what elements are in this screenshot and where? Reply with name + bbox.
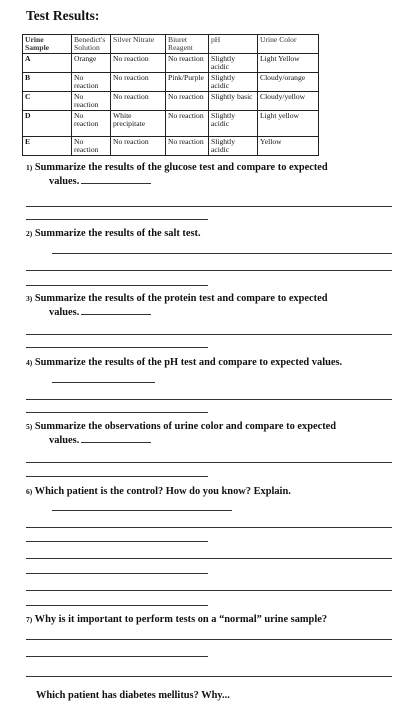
cell-silver-nitrate: No reaction	[111, 72, 166, 91]
answer-line[interactable]	[26, 676, 392, 677]
answer-line[interactable]	[26, 412, 208, 413]
question-text-cont: values.	[49, 434, 80, 446]
answer-line[interactable]	[26, 219, 208, 220]
results-table	[22, 34, 319, 156]
answer-line[interactable]	[26, 639, 392, 640]
answer-line[interactable]	[26, 527, 392, 528]
question-number: 4)	[26, 358, 33, 367]
table-header-row	[23, 35, 319, 54]
answer-line[interactable]	[26, 399, 392, 400]
cell-silver-nitrate: No reaction	[111, 53, 166, 72]
answer-line[interactable]	[52, 510, 232, 511]
answer-line[interactable]	[26, 270, 392, 271]
answer-line[interactable]	[26, 656, 208, 657]
cell-ph: Slightly basic	[209, 91, 258, 110]
header-ph: pH	[209, 35, 258, 54]
cell-benedicts: No reaction	[72, 72, 111, 91]
answer-line[interactable]	[26, 285, 208, 286]
header-benedicts: Benedict's Solution	[72, 35, 111, 54]
cell-benedicts: Orange	[72, 53, 111, 72]
question-text: Summarize the results of the salt test.	[34, 228, 201, 239]
cell-sample: A	[23, 53, 72, 72]
table-row	[23, 72, 319, 91]
cell-urine-color: Light yellow	[258, 110, 319, 136]
answer-blank[interactable]	[81, 306, 151, 315]
question-2	[26, 227, 201, 241]
cell-biuret: No reaction	[166, 53, 209, 72]
cell-benedicts: No reaction	[72, 91, 111, 110]
question-6	[26, 485, 291, 499]
header-urine-color: Urine Color	[258, 35, 319, 54]
answer-line[interactable]	[26, 334, 392, 335]
question-3	[26, 292, 327, 319]
answer-line[interactable]	[26, 476, 208, 477]
answer-line[interactable]	[26, 573, 208, 574]
cell-biuret: No reaction	[166, 136, 209, 155]
cell-sample: B	[23, 72, 72, 91]
cell-ph: Slightly acidic	[209, 136, 258, 155]
question-number: 7)	[26, 615, 33, 624]
question-text: Which patient has diabetes mellitus? Why...	[36, 690, 230, 701]
table-row	[23, 136, 319, 155]
question-number: 1)	[26, 163, 33, 172]
question-7	[26, 613, 327, 627]
cell-sample: D	[23, 110, 72, 136]
question-number: 5)	[26, 422, 33, 431]
cell-silver-nitrate: White precipitate	[111, 110, 166, 136]
table-row	[23, 91, 319, 110]
question-text: Summarize the results of the protein test and compare to expected	[34, 293, 328, 304]
question-text: Which patient is the control? How do you know? Explain.	[34, 486, 291, 497]
question-number: 6)	[26, 487, 33, 496]
cell-biuret: No reaction	[166, 91, 209, 110]
answer-line[interactable]	[26, 462, 392, 463]
answer-line[interactable]	[26, 605, 208, 606]
question-text: Summarize the results of the pH test and compare to expected values.	[34, 357, 343, 368]
question-8	[36, 689, 230, 703]
question-text: Summarize the results of the glucose test and compare to expected	[34, 162, 328, 173]
header-biuret: Biuret Reagent	[166, 35, 209, 54]
cell-ph: Slightly acidic	[209, 53, 258, 72]
question-5	[26, 420, 336, 447]
answer-line[interactable]	[52, 382, 155, 383]
answer-line[interactable]	[26, 206, 392, 207]
cell-urine-color: Yellow	[258, 136, 319, 155]
answer-line[interactable]	[26, 590, 392, 591]
answer-line[interactable]	[52, 253, 392, 254]
cell-urine-color: Cloudy/yellow	[258, 91, 319, 110]
cell-biuret: No reaction	[166, 110, 209, 136]
answer-line[interactable]	[26, 541, 208, 542]
header-urine-sample: Urine Sample	[23, 35, 72, 54]
cell-silver-nitrate: No reaction	[111, 91, 166, 110]
table-row	[23, 53, 319, 72]
header-silver-nitrate: Silver Nitrate	[111, 35, 166, 54]
question-1	[26, 161, 328, 188]
question-number: 3)	[26, 294, 33, 303]
question-4	[26, 356, 342, 370]
cell-urine-color: Light Yellow	[258, 53, 319, 72]
cell-biuret: Pink/Purple	[166, 72, 209, 91]
question-text-cont: values.	[49, 306, 80, 318]
question-number: 2)	[26, 229, 33, 238]
cell-benedicts: No reaction	[72, 110, 111, 136]
answer-blank[interactable]	[81, 175, 151, 184]
question-text: Summarize the observations of urine color and compare to expected	[34, 421, 337, 432]
cell-urine-color: Cloudy/orange	[258, 72, 319, 91]
table-row	[23, 110, 319, 136]
page-title: Test Results:	[26, 8, 100, 23]
question-text: Why is it important to perform tests on a “normal” urine sample?	[34, 614, 328, 625]
cell-ph: Slightly acidic	[209, 110, 258, 136]
cell-sample: C	[23, 91, 72, 110]
answer-line[interactable]	[26, 347, 208, 348]
question-text-cont: values.	[49, 175, 80, 187]
cell-benedicts: No reaction	[72, 136, 111, 155]
cell-sample: E	[23, 136, 72, 155]
cell-ph: Slightly acidic	[209, 72, 258, 91]
cell-silver-nitrate: No reaction	[111, 136, 166, 155]
answer-blank[interactable]	[81, 434, 151, 443]
answer-line[interactable]	[26, 558, 392, 559]
